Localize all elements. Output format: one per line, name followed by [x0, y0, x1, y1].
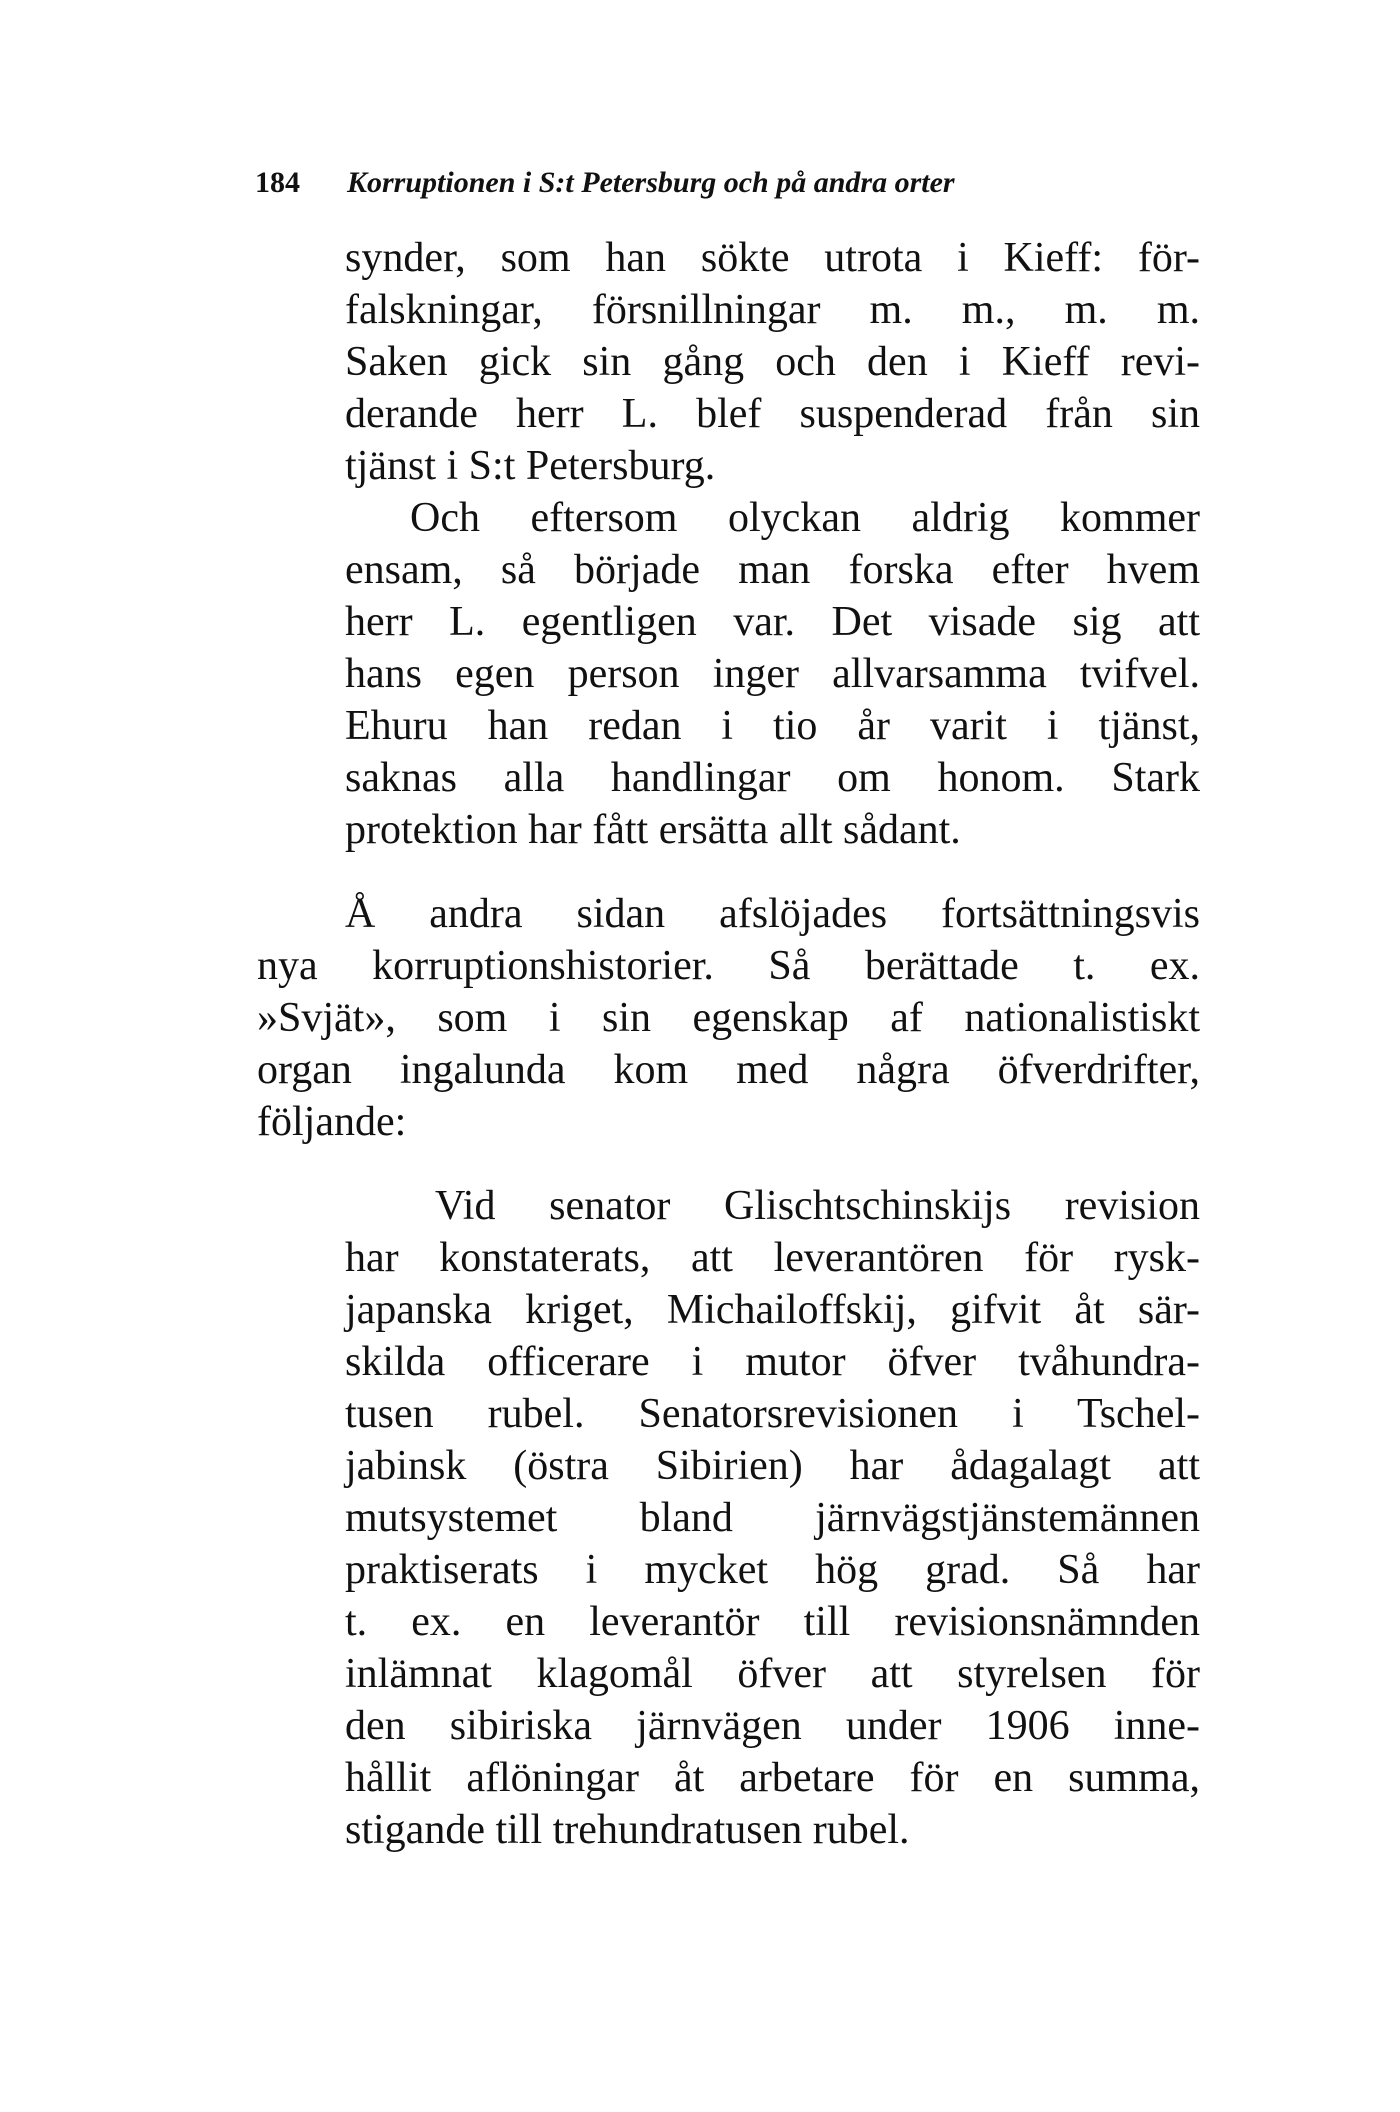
text-line: »Svjät», som i sin egenskap af nationalistiskt	[257, 995, 1200, 1041]
text-line: tjänst i S:t Petersburg.	[345, 443, 716, 489]
text-line: Och eftersom olyckan aldrig kommer	[410, 495, 1200, 541]
text-line: Vid senator Glischtschinskijs revision	[435, 1183, 1200, 1229]
text-line: nya korruptionshistorier. Så berättade t. ex.	[257, 943, 1200, 989]
text-line: den sibiriska järnvägen under 1906 inne-	[345, 1703, 1200, 1749]
text-line: japanska kriget, Michailoffskij, gifvit åt sär-	[345, 1287, 1200, 1333]
text-line: falskningar, försnillningar m. m., m. m.	[345, 287, 1200, 333]
text-line: saknas alla handlingar om honom. Stark	[345, 755, 1200, 801]
text-line: stigande till trehundratusen rubel.	[345, 1807, 910, 1853]
text-line: synder, som han sökte utrota i Kieff: för-	[345, 235, 1200, 281]
text-line: följande:	[257, 1099, 407, 1145]
text-line: derande herr L. blef suspenderad från sin	[345, 391, 1200, 437]
text-line: hans egen person inger allvarsamma tvifvel.	[345, 651, 1200, 697]
text-line: ensam, så började man forska efter hvem	[345, 547, 1200, 593]
text-line: organ ingalunda kom med några öfverdrifter,	[257, 1047, 1200, 1093]
text-line: mutsystemet bland järnvägstjänstemännen	[345, 1495, 1200, 1541]
text-line: har konstaterats, att leverantören för rysk-	[345, 1235, 1200, 1281]
text-line: Å andra sidan afslöjades fortsättningsvis	[345, 891, 1200, 937]
text-line: tusen rubel. Senatorsrevisionen i Tschel-	[345, 1391, 1200, 1437]
text-line: Ehuru han redan i tio år varit i tjänst,	[345, 703, 1200, 749]
running-head	[255, 163, 1205, 203]
text-line: praktiserats i mycket hög grad. Så har	[345, 1547, 1200, 1593]
text-line: t. ex. en leverantör till revisionsnämnden	[345, 1599, 1200, 1645]
page-number: 184	[255, 166, 300, 199]
text-line: skilda officerare i mutor öfver tvåhundra-	[345, 1339, 1200, 1385]
text-line: protektion har fått ersätta allt sådant.	[345, 807, 961, 853]
running-title: Korruptionen i S:t Petersburg och på andra orter	[347, 166, 955, 199]
text-line: jabinsk (östra Sibirien) har ådagalagt att	[345, 1443, 1200, 1489]
text-line: Saken gick sin gång och den i Kieff revi-	[345, 339, 1200, 385]
text-line: inlämnat klagomål öfver att styrelsen för	[345, 1651, 1200, 1697]
text-line: hållit aflöningar åt arbetare för en summa,	[345, 1755, 1200, 1801]
text-line: herr L. egentligen var. Det visade sig att	[345, 599, 1200, 645]
